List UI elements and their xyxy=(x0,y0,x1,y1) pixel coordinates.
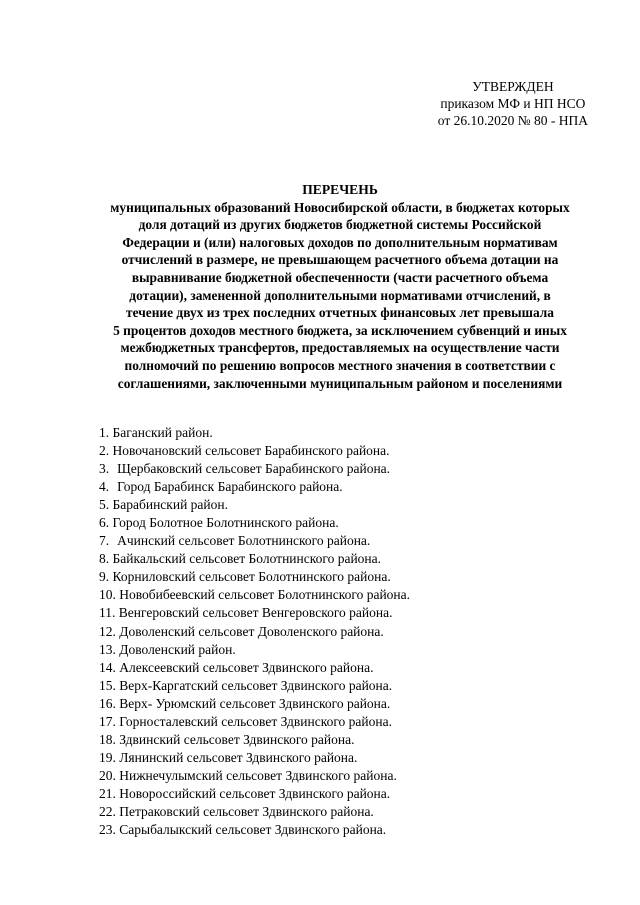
approval-line-2: приказом МФ и НП НСО xyxy=(440,96,586,111)
list-item-text: Барабинский район. xyxy=(112,497,228,513)
list-item-number: 4. xyxy=(99,479,110,495)
list-item-text: Доволенский сельсовет Доволенского района. xyxy=(119,623,384,639)
document-title: ПЕРЕЧЕНЬ xyxy=(302,182,378,197)
list-item-text: Корниловский сельсовет Болотнинского района. xyxy=(112,569,391,585)
list-item xyxy=(99,550,410,568)
list-item xyxy=(99,532,410,550)
document-heading xyxy=(70,181,610,392)
list-item xyxy=(99,713,410,731)
list-item xyxy=(99,641,410,659)
heading-line: соглашениями, заключенными муниципальным районом и поселениями xyxy=(117,375,563,391)
list-item-number: 22. xyxy=(99,803,116,819)
heading-line: муниципальных образований Новосибирской области, в бюджетах которых xyxy=(110,199,570,215)
list-item-text: Новочановский сельсовет Барабинского района. xyxy=(112,443,390,459)
list-item-number: 10. xyxy=(99,587,116,603)
list-item xyxy=(99,478,410,496)
list-item-number: 23. xyxy=(99,822,116,838)
list-item-number: 7. xyxy=(99,533,110,549)
heading-line: межбюджетных трансфертов, предоставляемых на осуществление части xyxy=(120,340,560,356)
list-item-text: Город Барабинск Барабинского района. xyxy=(117,479,343,495)
list-item xyxy=(99,604,410,622)
list-item xyxy=(99,424,410,442)
list-item-text: Баганский район. xyxy=(112,425,213,440)
list-item-text: Нижнечулымский сельсовет Здвинского района. xyxy=(119,767,397,783)
list-item-number: 3. xyxy=(99,461,110,477)
list-item-number: 18. xyxy=(99,731,116,747)
list-item-number: 15. xyxy=(99,677,116,693)
list-item xyxy=(99,514,410,532)
list-item-number: 5. xyxy=(99,497,110,513)
list-item-text: Город Болотное Болотнинского района. xyxy=(112,515,339,531)
list-item-number: 20. xyxy=(99,767,116,783)
list-item-number: 6. xyxy=(99,515,110,531)
list-item-number: 14. xyxy=(99,659,116,675)
list-item-text: Сарыбалыкский сельсовет Здвинского района. xyxy=(119,822,387,838)
list-item xyxy=(99,623,410,641)
list-item-text: Верх- Урюмский сельсовет Здвинского района. xyxy=(119,695,391,711)
heading-line: полномочий по решению вопросов местного значения в соответствии с xyxy=(124,357,556,373)
list-item xyxy=(99,803,410,821)
list-item-text: Лянинский сельсовет Здвинского района. xyxy=(119,749,358,765)
list-item xyxy=(99,586,410,604)
heading-line: доля дотаций из других бюджетов бюджетной системы Российской xyxy=(138,217,542,233)
list-item xyxy=(99,749,410,767)
list-item-text: Байкальский сельсовет Болотнинского района. xyxy=(112,551,382,567)
list-item xyxy=(99,460,410,478)
approval-line-1: УТВЕРЖДЕН xyxy=(472,79,554,94)
list-item xyxy=(99,568,410,586)
list-item-text: Доволенский район. xyxy=(119,641,236,657)
list-item xyxy=(99,442,410,460)
approval-stamp xyxy=(438,78,588,129)
list-item xyxy=(99,496,410,514)
heading-line: 5 процентов доходов местного бюджета, за исключением субвенций и иных xyxy=(113,322,567,338)
list-item-text: Алексеевский сельсовет Здвинского района. xyxy=(119,659,374,675)
approval-line-3: от 26.10.2020 № 80 - НПА xyxy=(437,113,588,128)
list-item xyxy=(99,821,410,839)
list-item-number: 13. xyxy=(99,641,116,657)
list-item-number: 1. xyxy=(99,425,110,440)
list-item-number: 17. xyxy=(99,713,116,729)
list-item-text: Здвинский сельсовет Здвинского района. xyxy=(119,731,355,747)
list-item-text: Щербаковский сельсовет Барабинского района. xyxy=(117,461,391,477)
list-item-number: 21. xyxy=(99,785,116,801)
list-item xyxy=(99,677,410,695)
heading-line: отчислений в размере, не превышающем расчетного объема дотации на xyxy=(121,252,559,268)
list-item-text: Венгеровский сельсовет Венгеровского района. xyxy=(118,605,393,621)
heading-line: дотации), замененной дополнительными нормативами отчислений, в xyxy=(129,287,551,303)
list-item-number: 8. xyxy=(99,551,110,567)
list-item-number: 12. xyxy=(99,623,116,639)
list-item-number: 2. xyxy=(99,443,110,459)
list-item-text: Петраковский сельсовет Здвинского района. xyxy=(119,803,374,819)
list-item xyxy=(99,785,410,803)
heading-line: выравнивание бюджетной обеспеченности (части расчетного объема xyxy=(131,269,549,285)
list-item-number: 9. xyxy=(99,569,110,585)
list-item-number: 16. xyxy=(99,695,116,711)
list-item-text: Ачинский сельсовет Болотнинского района. xyxy=(117,533,371,549)
list-item-text: Новороссийский сельсовет Здвинского района. xyxy=(119,785,391,801)
list-item xyxy=(99,659,410,677)
list-item-number: 19. xyxy=(99,749,116,765)
heading-line: Федерации и (или) налоговых доходов по дополнительным нормативам xyxy=(122,234,558,250)
list-item xyxy=(99,695,410,713)
heading-line: течение двух из трех последних отчетных финансовых лет превышала xyxy=(126,305,554,321)
list-item xyxy=(99,767,410,785)
list-item xyxy=(99,731,410,749)
list-item-text: Верх-Каргатский сельсовет Здвинского района. xyxy=(119,677,393,693)
list-item-text: Новобибеевский сельсовет Болотнинского района. xyxy=(119,587,411,603)
municipality-list xyxy=(99,424,410,839)
list-item-text: Горносталевский сельсовет Здвинского района. xyxy=(119,713,392,729)
list-item-number: 11. xyxy=(99,605,116,621)
